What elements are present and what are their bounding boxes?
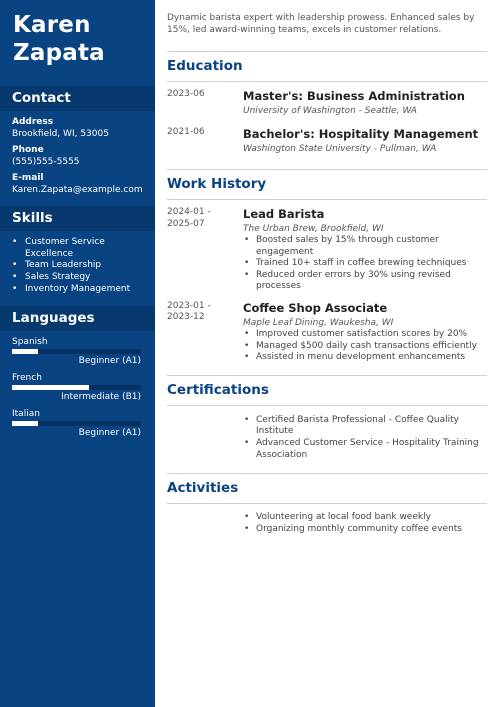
entry-date: 2024-01 - 2025-07 — [167, 207, 211, 229]
bullet-item: • Reduced order errors by 30% using revised processes — [243, 270, 487, 293]
email-label: E-mail — [12, 173, 44, 183]
language-item — [12, 337, 141, 367]
address-label: Address — [12, 117, 54, 127]
bullet-item: • Trained 10+ staff in coffee brewing techniques — [243, 258, 487, 270]
employer: The Urban Brew, Brookfield, WI — [243, 224, 384, 234]
certification-item: • Advanced Customer Service - Hospitality Training Association — [243, 438, 487, 461]
entry-date: 2023-01 - 2023-12 — [167, 300, 211, 323]
education-section — [167, 51, 487, 155]
language-level-bar — [12, 349, 141, 354]
skills-heading: Skills — [0, 206, 155, 231]
last-name: Zapata — [13, 40, 105, 66]
skill-item: • Team Leadership — [12, 260, 147, 272]
main-content — [167, 0, 487, 535]
phone-label: Phone — [12, 145, 44, 155]
activity-item: • Organizing monthly community coffee events — [243, 524, 487, 536]
certifications-list — [167, 415, 487, 461]
bullet-item: • Managed $500 daily cash transactions efficiently — [243, 341, 487, 353]
bullet-item: • Improved customer satisfaction scores by 20% — [243, 329, 487, 341]
entry-date: 2023-06 — [167, 89, 205, 99]
contact-section — [0, 86, 155, 196]
section-divider — [167, 81, 487, 82]
job-bullets — [243, 329, 487, 364]
activities-list — [167, 512, 487, 535]
certification-item: • Certified Barista Professional - Coffee Quality Institute — [243, 415, 487, 438]
entry-date: 2021-06 — [167, 127, 205, 137]
education-entry — [167, 89, 487, 117]
contact-heading: Contact — [0, 86, 155, 111]
job-bullets — [243, 235, 487, 293]
section-divider — [167, 405, 487, 406]
employer: Maple Leaf Dining, Waukesha, WI — [243, 317, 394, 328]
education-entry — [167, 127, 487, 155]
work-entry — [167, 301, 487, 364]
address-value: Brookfield, WI, 53005 — [12, 129, 109, 139]
language-level-fill — [12, 349, 38, 354]
job-title: Coffee Shop Associate — [243, 300, 388, 315]
skill-item: • Sales Strategy — [12, 272, 147, 284]
certifications-heading: Certifications — [167, 381, 269, 398]
work-history-heading: Work History — [167, 176, 267, 192]
language-level-bar — [12, 385, 141, 390]
language-name: French — [12, 372, 42, 383]
profile-summary: Dynamic barista expert with leadership prowess. Enhanced sales by 15%, led award-winning teams, excels in customer relations. — [167, 13, 475, 35]
activities-heading: Activities — [167, 480, 239, 497]
skills-section — [0, 206, 155, 296]
language-level: Beginner (A1) — [78, 355, 141, 366]
work-entry — [167, 207, 487, 293]
school-name: University of Washington - Seattle, WA — [243, 106, 417, 116]
languages-heading: Languages — [0, 306, 155, 331]
activities-section — [167, 473, 487, 535]
language-item — [12, 373, 141, 403]
bullet-item: • Assisted in menu development enhancements — [243, 352, 487, 364]
degree-title: Master's: Business Administration — [243, 89, 465, 103]
phone-value: (555)555-5555 — [12, 157, 80, 167]
skills-list — [0, 231, 155, 296]
education-heading: Education — [167, 58, 243, 74]
skill-item: • Inventory Management — [12, 284, 147, 296]
section-divider — [167, 199, 487, 200]
candidate-name — [0, 0, 155, 67]
language-level-fill — [12, 421, 38, 426]
language-name: Italian — [12, 408, 40, 419]
section-divider — [167, 503, 487, 504]
activity-item: • Volunteering at local food bank weekly — [243, 512, 487, 524]
work-history-section — [167, 169, 487, 364]
degree-title: Bachelor's: Hospitality Management — [243, 127, 479, 141]
language-level: Intermediate (B1) — [61, 391, 141, 402]
job-title: Lead Barista — [243, 207, 325, 221]
language-level-bar — [12, 421, 141, 426]
language-name: Spanish — [12, 336, 48, 347]
skill-item: • Customer Service Excellence — [12, 237, 147, 260]
bullet-item: • Boosted sales by 15% through customer engagement — [243, 235, 487, 258]
language-level: Beginner (A1) — [78, 427, 141, 438]
language-level-fill — [12, 385, 89, 390]
school-name: Washington State University - Pullman, WA — [243, 144, 437, 154]
sidebar — [0, 0, 155, 707]
languages-section — [0, 306, 155, 439]
email-value[interactable]: Karen.Zapata@example.com — [12, 185, 143, 195]
certifications-section — [167, 375, 487, 461]
first-name: Karen — [13, 12, 91, 38]
language-item — [12, 409, 141, 439]
